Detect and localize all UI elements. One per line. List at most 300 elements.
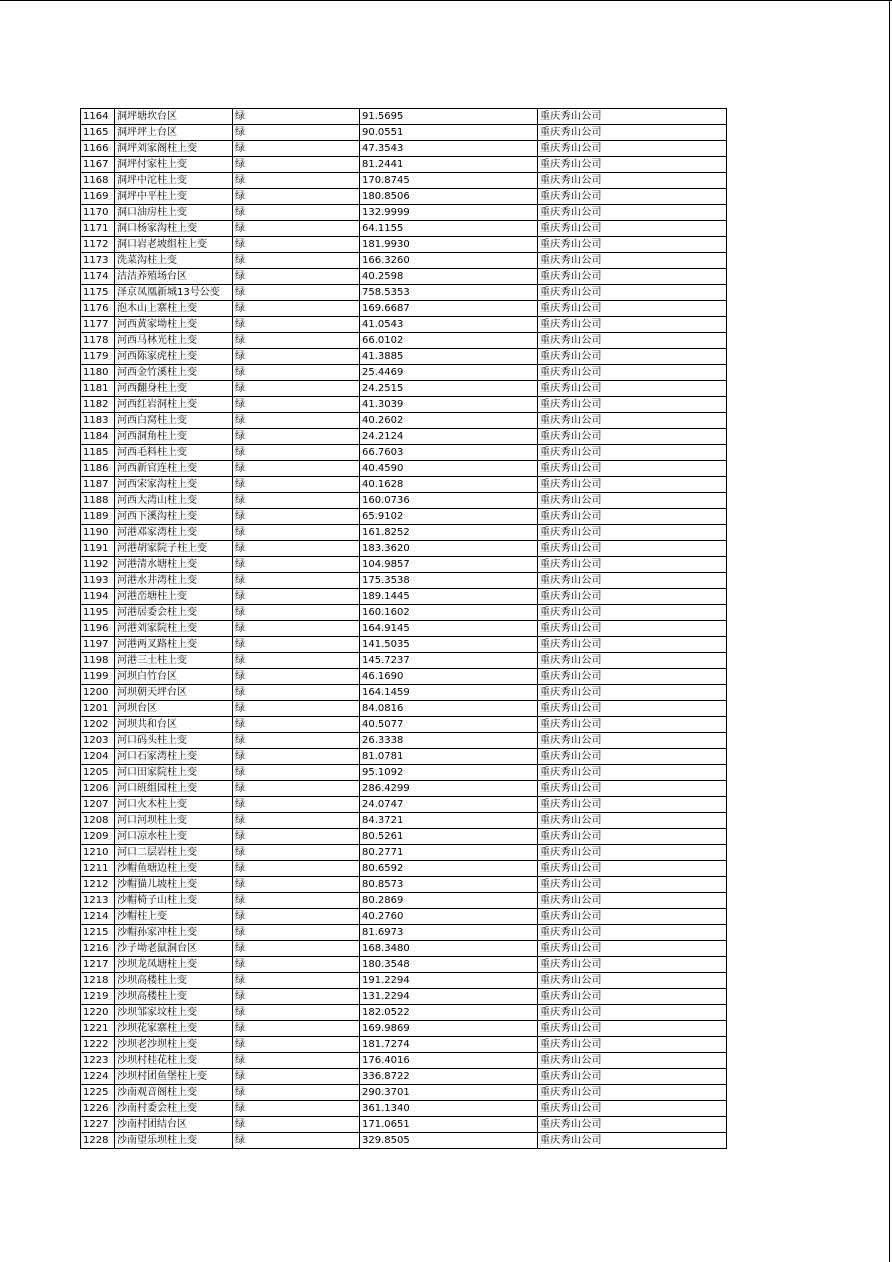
- station-name-cell: 河港三土柱上变: [115, 653, 233, 669]
- value-cell: 104.9857: [360, 557, 538, 573]
- value-cell: 329.8505: [360, 1133, 538, 1149]
- station-name-cell: 沙帽椅子山柱上变: [115, 893, 233, 909]
- row-number-cell: 1178: [81, 333, 115, 349]
- station-name-cell: 河口田家院柱上变: [115, 765, 233, 781]
- company-cell: 重庆秀山公司: [538, 701, 727, 717]
- value-cell: 80.5261: [360, 829, 538, 845]
- table-row: [81, 1085, 727, 1101]
- status-color-cell: 绿: [233, 461, 360, 477]
- status-color-cell: 绿: [233, 941, 360, 957]
- table-row: [81, 221, 727, 237]
- row-number-cell: 1212: [81, 877, 115, 893]
- table-row: [81, 237, 727, 253]
- station-name-cell: 泽京凤凰新城13号公变: [115, 285, 233, 301]
- table-row: [81, 765, 727, 781]
- table-row: [81, 797, 727, 813]
- status-color-cell: 绿: [233, 733, 360, 749]
- row-number-cell: 1207: [81, 797, 115, 813]
- station-name-cell: 洞口油房柱上变: [115, 205, 233, 221]
- status-color-cell: 绿: [233, 1117, 360, 1133]
- row-number-cell: 1186: [81, 461, 115, 477]
- status-color-cell: 绿: [233, 541, 360, 557]
- status-color-cell: 绿: [233, 605, 360, 621]
- page-top-border: [0, 0, 892, 1]
- status-color-cell: 绿: [233, 557, 360, 573]
- value-cell: 80.8573: [360, 877, 538, 893]
- table-row: [81, 333, 727, 349]
- value-cell: 181.7274: [360, 1037, 538, 1053]
- status-color-cell: 绿: [233, 829, 360, 845]
- station-name-cell: 洞坪付家柱上变: [115, 157, 233, 173]
- row-number-cell: 1210: [81, 845, 115, 861]
- row-number-cell: 1217: [81, 957, 115, 973]
- status-color-cell: 绿: [233, 637, 360, 653]
- station-name-cell: 洞口岩老坡组柱上变: [115, 237, 233, 253]
- row-number-cell: 1211: [81, 861, 115, 877]
- data-table: [80, 108, 727, 1149]
- row-number-cell: 1174: [81, 269, 115, 285]
- status-color-cell: 绿: [233, 1053, 360, 1069]
- table-row: [81, 525, 727, 541]
- table-row: [81, 573, 727, 589]
- row-number-cell: 1177: [81, 317, 115, 333]
- station-name-cell: 河港两叉路柱上变: [115, 637, 233, 653]
- value-cell: 80.2771: [360, 845, 538, 861]
- table-row: [81, 717, 727, 733]
- station-name-cell: 沙坝邹家坟柱上变: [115, 1005, 233, 1021]
- row-number-cell: 1192: [81, 557, 115, 573]
- value-cell: 40.5077: [360, 717, 538, 733]
- row-number-cell: 1215: [81, 925, 115, 941]
- station-name-cell: 河坝白竹台区: [115, 669, 233, 685]
- station-name-cell: 沙坝高楼柱上变: [115, 989, 233, 1005]
- value-cell: 64.1155: [360, 221, 538, 237]
- status-color-cell: 绿: [233, 1101, 360, 1117]
- status-color-cell: 绿: [233, 109, 360, 125]
- status-color-cell: 绿: [233, 221, 360, 237]
- status-color-cell: 绿: [233, 573, 360, 589]
- value-cell: 175.3538: [360, 573, 538, 589]
- status-color-cell: 绿: [233, 477, 360, 493]
- row-number-cell: 1227: [81, 1117, 115, 1133]
- company-cell: 重庆秀山公司: [538, 445, 727, 461]
- company-cell: 重庆秀山公司: [538, 429, 727, 445]
- company-cell: 重庆秀山公司: [538, 1021, 727, 1037]
- row-number-cell: 1184: [81, 429, 115, 445]
- status-color-cell: 绿: [233, 813, 360, 829]
- row-number-cell: 1191: [81, 541, 115, 557]
- company-cell: 重庆秀山公司: [538, 845, 727, 861]
- row-number-cell: 1218: [81, 973, 115, 989]
- company-cell: 重庆秀山公司: [538, 141, 727, 157]
- value-cell: 46.1690: [360, 669, 538, 685]
- table-row: [81, 749, 727, 765]
- table-row: [81, 909, 727, 925]
- value-cell: 164.9145: [360, 621, 538, 637]
- value-cell: 161.8252: [360, 525, 538, 541]
- table-row: [81, 461, 727, 477]
- status-color-cell: 绿: [233, 1021, 360, 1037]
- company-cell: 重庆秀山公司: [538, 765, 727, 781]
- company-cell: 重庆秀山公司: [538, 333, 727, 349]
- station-name-cell: 沙坝村桂花柱上变: [115, 1053, 233, 1069]
- station-name-cell: 河西毛料柱上变: [115, 445, 233, 461]
- company-cell: 重庆秀山公司: [538, 125, 727, 141]
- table-row: [81, 413, 727, 429]
- value-cell: 191.2294: [360, 973, 538, 989]
- company-cell: 重庆秀山公司: [538, 349, 727, 365]
- row-number-cell: 1164: [81, 109, 115, 125]
- status-color-cell: 绿: [233, 973, 360, 989]
- company-cell: 重庆秀山公司: [538, 109, 727, 125]
- status-color-cell: 绿: [233, 765, 360, 781]
- value-cell: 131.2294: [360, 989, 538, 1005]
- table-row: [81, 781, 727, 797]
- row-number-cell: 1190: [81, 525, 115, 541]
- status-color-cell: 绿: [233, 525, 360, 541]
- status-color-cell: 绿: [233, 509, 360, 525]
- station-name-cell: 洞坪坪上台区: [115, 125, 233, 141]
- value-cell: 24.2124: [360, 429, 538, 445]
- table-row: [81, 429, 727, 445]
- value-cell: 176.4016: [360, 1053, 538, 1069]
- row-number-cell: 1196: [81, 621, 115, 637]
- value-cell: 160.1602: [360, 605, 538, 621]
- station-name-cell: 河西马林光柱上变: [115, 333, 233, 349]
- status-color-cell: 绿: [233, 1037, 360, 1053]
- row-number-cell: 1197: [81, 637, 115, 653]
- table-row: [81, 1037, 727, 1053]
- station-name-cell: 沙坝龙凤塘柱上变: [115, 957, 233, 973]
- company-cell: 重庆秀山公司: [538, 461, 727, 477]
- status-color-cell: 绿: [233, 621, 360, 637]
- row-number-cell: 1214: [81, 909, 115, 925]
- row-number-cell: 1172: [81, 237, 115, 253]
- station-name-cell: 河港峦塘柱上变: [115, 589, 233, 605]
- table-row: [81, 1101, 727, 1117]
- station-name-cell: 洞坪刘家阁柱上变: [115, 141, 233, 157]
- status-color-cell: 绿: [233, 685, 360, 701]
- station-name-cell: 河西陈家虎柱上变: [115, 349, 233, 365]
- station-name-cell: 河口班组园柱上变: [115, 781, 233, 797]
- table-row: [81, 397, 727, 413]
- status-color-cell: 绿: [233, 445, 360, 461]
- station-name-cell: 河西洞角柱上变: [115, 429, 233, 445]
- value-cell: 170.8745: [360, 173, 538, 189]
- row-number-cell: 1225: [81, 1085, 115, 1101]
- company-cell: 重庆秀山公司: [538, 1005, 727, 1021]
- value-cell: 189.1445: [360, 589, 538, 605]
- status-color-cell: 绿: [233, 653, 360, 669]
- row-number-cell: 1176: [81, 301, 115, 317]
- table-row: [81, 317, 727, 333]
- station-name-cell: 河港清水塘柱上变: [115, 557, 233, 573]
- row-number-cell: 1171: [81, 221, 115, 237]
- table-row: [81, 109, 727, 125]
- row-number-cell: 1201: [81, 701, 115, 717]
- station-name-cell: 河坝台区: [115, 701, 233, 717]
- table-row: [81, 893, 727, 909]
- company-cell: 重庆秀山公司: [538, 589, 727, 605]
- table-row: [81, 557, 727, 573]
- value-cell: 66.0102: [360, 333, 538, 349]
- company-cell: 重庆秀山公司: [538, 973, 727, 989]
- row-number-cell: 1181: [81, 381, 115, 397]
- company-cell: 重庆秀山公司: [538, 173, 727, 189]
- status-color-cell: 绿: [233, 877, 360, 893]
- status-color-cell: 绿: [233, 1085, 360, 1101]
- status-color-cell: 绿: [233, 493, 360, 509]
- company-cell: 重庆秀山公司: [538, 269, 727, 285]
- station-name-cell: 河口凉水柱上变: [115, 829, 233, 845]
- table-row: [81, 877, 727, 893]
- status-color-cell: 绿: [233, 269, 360, 285]
- row-number-cell: 1170: [81, 205, 115, 221]
- company-cell: 重庆秀山公司: [538, 477, 727, 493]
- table-row: [81, 621, 727, 637]
- value-cell: 41.0543: [360, 317, 538, 333]
- row-number-cell: 1219: [81, 989, 115, 1005]
- station-name-cell: 河西新官连柱上变: [115, 461, 233, 477]
- value-cell: 81.2441: [360, 157, 538, 173]
- company-cell: 重庆秀山公司: [538, 861, 727, 877]
- row-number-cell: 1226: [81, 1101, 115, 1117]
- row-number-cell: 1175: [81, 285, 115, 301]
- company-cell: 重庆秀山公司: [538, 877, 727, 893]
- table-row: [81, 925, 727, 941]
- table-row: [81, 493, 727, 509]
- company-cell: 重庆秀山公司: [538, 301, 727, 317]
- table-row: [81, 1117, 727, 1133]
- row-number-cell: 1182: [81, 397, 115, 413]
- station-name-cell: 河口码头柱上变: [115, 733, 233, 749]
- row-number-cell: 1221: [81, 1021, 115, 1037]
- table-row: [81, 989, 727, 1005]
- row-number-cell: 1189: [81, 509, 115, 525]
- status-color-cell: 绿: [233, 1133, 360, 1149]
- company-cell: 重庆秀山公司: [538, 381, 727, 397]
- station-name-cell: 沙坝村团鱼堡柱上变: [115, 1069, 233, 1085]
- station-name-cell: 河口二层岩柱上变: [115, 845, 233, 861]
- row-number-cell: 1193: [81, 573, 115, 589]
- value-cell: 40.2760: [360, 909, 538, 925]
- station-name-cell: 沙南村委会柱上变: [115, 1101, 233, 1117]
- row-number-cell: 1169: [81, 189, 115, 205]
- company-cell: 重庆秀山公司: [538, 1133, 727, 1149]
- value-cell: 24.0747: [360, 797, 538, 813]
- station-name-cell: 河西黄家坳柱上变: [115, 317, 233, 333]
- row-number-cell: 1228: [81, 1133, 115, 1149]
- table-row: [81, 941, 727, 957]
- table-row: [81, 1069, 727, 1085]
- company-cell: 重庆秀山公司: [538, 749, 727, 765]
- table-row: [81, 349, 727, 365]
- value-cell: 25.4469: [360, 365, 538, 381]
- value-cell: 81.6973: [360, 925, 538, 941]
- status-color-cell: 绿: [233, 157, 360, 173]
- table-row: [81, 605, 727, 621]
- status-color-cell: 绿: [233, 237, 360, 253]
- station-name-cell: 沙南村团结台区: [115, 1117, 233, 1133]
- status-color-cell: 绿: [233, 989, 360, 1005]
- value-cell: 47.3543: [360, 141, 538, 157]
- row-number-cell: 1220: [81, 1005, 115, 1021]
- row-number-cell: 1185: [81, 445, 115, 461]
- status-color-cell: 绿: [233, 1069, 360, 1085]
- status-color-cell: 绿: [233, 717, 360, 733]
- table-row: [81, 301, 727, 317]
- value-cell: 91.5695: [360, 109, 538, 125]
- company-cell: 重庆秀山公司: [538, 621, 727, 637]
- row-number-cell: 1208: [81, 813, 115, 829]
- station-name-cell: 沙帽鱼塘边柱上变: [115, 861, 233, 877]
- station-name-cell: 河口石家湾柱上变: [115, 749, 233, 765]
- row-number-cell: 1213: [81, 893, 115, 909]
- table-row: [81, 365, 727, 381]
- station-name-cell: 沙帽柱上变: [115, 909, 233, 925]
- station-name-cell: 河坝共和台区: [115, 717, 233, 733]
- value-cell: 290.3701: [360, 1085, 538, 1101]
- table-row: [81, 1133, 727, 1149]
- value-cell: 141.5035: [360, 637, 538, 653]
- status-color-cell: 绿: [233, 365, 360, 381]
- row-number-cell: 1199: [81, 669, 115, 685]
- company-cell: 重庆秀山公司: [538, 909, 727, 925]
- company-cell: 重庆秀山公司: [538, 573, 727, 589]
- table-row: [81, 1005, 727, 1021]
- table-row: [81, 173, 727, 189]
- status-color-cell: 绿: [233, 285, 360, 301]
- value-cell: 180.3548: [360, 957, 538, 973]
- status-color-cell: 绿: [233, 589, 360, 605]
- company-cell: 重庆秀山公司: [538, 605, 727, 621]
- table-row: [81, 381, 727, 397]
- station-name-cell: 河西下溪沟柱上变: [115, 509, 233, 525]
- table-row: [81, 829, 727, 845]
- station-name-cell: 洁洁养殖场台区: [115, 269, 233, 285]
- station-name-cell: 河口河坝柱上变: [115, 813, 233, 829]
- table-row: [81, 269, 727, 285]
- station-name-cell: 沙坝花家寨柱上变: [115, 1021, 233, 1037]
- station-name-cell: 洗菜沟柱上变: [115, 253, 233, 269]
- status-color-cell: 绿: [233, 925, 360, 941]
- row-number-cell: 1209: [81, 829, 115, 845]
- table-row: [81, 973, 727, 989]
- table-row: [81, 541, 727, 557]
- company-cell: 重庆秀山公司: [538, 717, 727, 733]
- row-number-cell: 1194: [81, 589, 115, 605]
- status-color-cell: 绿: [233, 173, 360, 189]
- company-cell: 重庆秀山公司: [538, 829, 727, 845]
- company-cell: 重庆秀山公司: [538, 1037, 727, 1053]
- value-cell: 182.0522: [360, 1005, 538, 1021]
- status-color-cell: 绿: [233, 413, 360, 429]
- station-name-cell: 沙帽孙家冲柱上变: [115, 925, 233, 941]
- status-color-cell: 绿: [233, 381, 360, 397]
- station-name-cell: 河坝朝天坪台区: [115, 685, 233, 701]
- station-name-cell: 泡木山上寨柱上变: [115, 301, 233, 317]
- table-row: [81, 445, 727, 461]
- status-color-cell: 绿: [233, 317, 360, 333]
- row-number-cell: 1223: [81, 1053, 115, 1069]
- station-name-cell: 沙帽猫儿坡柱上变: [115, 877, 233, 893]
- value-cell: 145.7237: [360, 653, 538, 669]
- company-cell: 重庆秀山公司: [538, 1053, 727, 1069]
- value-cell: 168.3480: [360, 941, 538, 957]
- company-cell: 重庆秀山公司: [538, 557, 727, 573]
- company-cell: 重庆秀山公司: [538, 637, 727, 653]
- value-cell: 336.8722: [360, 1069, 538, 1085]
- table-row: [81, 509, 727, 525]
- table-row: [81, 845, 727, 861]
- value-cell: 41.3039: [360, 397, 538, 413]
- station-name-cell: 洞口杨家沟柱上变: [115, 221, 233, 237]
- value-cell: 181.9930: [360, 237, 538, 253]
- table-row: [81, 861, 727, 877]
- row-number-cell: 1198: [81, 653, 115, 669]
- row-number-cell: 1166: [81, 141, 115, 157]
- company-cell: 重庆秀山公司: [538, 237, 727, 253]
- company-cell: 重庆秀山公司: [538, 413, 727, 429]
- company-cell: 重庆秀山公司: [538, 525, 727, 541]
- value-cell: 40.2602: [360, 413, 538, 429]
- value-cell: 286.4299: [360, 781, 538, 797]
- value-cell: 80.6592: [360, 861, 538, 877]
- status-color-cell: 绿: [233, 205, 360, 221]
- table-row: [81, 701, 727, 717]
- station-name-cell: 河港刘家院柱上变: [115, 621, 233, 637]
- row-number-cell: 1168: [81, 173, 115, 189]
- table-row: [81, 813, 727, 829]
- status-color-cell: 绿: [233, 125, 360, 141]
- row-number-cell: 1179: [81, 349, 115, 365]
- station-name-cell: 沙坝高楼柱上变: [115, 973, 233, 989]
- table-row: [81, 125, 727, 141]
- row-number-cell: 1216: [81, 941, 115, 957]
- value-cell: 758.5353: [360, 285, 538, 301]
- company-cell: 重庆秀山公司: [538, 925, 727, 941]
- station-name-cell: 河口火木柱上变: [115, 797, 233, 813]
- status-color-cell: 绿: [233, 893, 360, 909]
- table-body: [81, 109, 727, 1149]
- value-cell: 84.3721: [360, 813, 538, 829]
- status-color-cell: 绿: [233, 781, 360, 797]
- status-color-cell: 绿: [233, 141, 360, 157]
- status-color-cell: 绿: [233, 749, 360, 765]
- row-number-cell: 1224: [81, 1069, 115, 1085]
- value-cell: 95.1092: [360, 765, 538, 781]
- status-color-cell: 绿: [233, 909, 360, 925]
- table-row: [81, 1021, 727, 1037]
- status-color-cell: 绿: [233, 189, 360, 205]
- company-cell: 重庆秀山公司: [538, 1117, 727, 1133]
- table-row: [81, 653, 727, 669]
- value-cell: 41.3885: [360, 349, 538, 365]
- row-number-cell: 1165: [81, 125, 115, 141]
- status-color-cell: 绿: [233, 253, 360, 269]
- company-cell: 重庆秀山公司: [538, 813, 727, 829]
- table-row: [81, 957, 727, 973]
- company-cell: 重庆秀山公司: [538, 509, 727, 525]
- company-cell: 重庆秀山公司: [538, 989, 727, 1005]
- table-row: [81, 589, 727, 605]
- company-cell: 重庆秀山公司: [538, 797, 727, 813]
- company-cell: 重庆秀山公司: [538, 157, 727, 173]
- status-color-cell: 绿: [233, 701, 360, 717]
- company-cell: 重庆秀山公司: [538, 205, 727, 221]
- table-row: [81, 189, 727, 205]
- table-row: [81, 285, 727, 301]
